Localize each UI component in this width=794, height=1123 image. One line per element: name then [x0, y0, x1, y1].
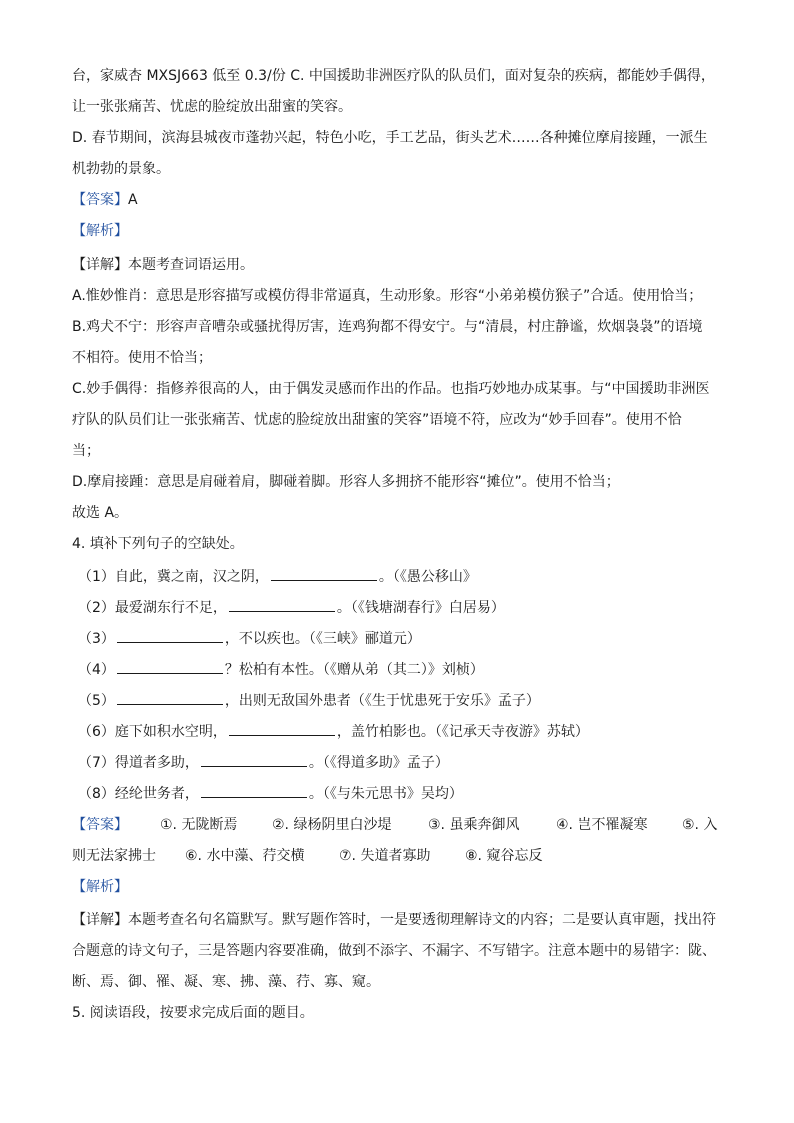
- fill-item-3: [78, 627, 728, 649]
- answer-tag: 【答案】: [72, 192, 128, 208]
- explanation-b-line-2: 不相符。使用不恰当；: [72, 350, 212, 366]
- fill-item-3-suffix: ，不以疾也。（《三峡》郦道元）: [224, 631, 421, 647]
- fill-item-5-suffix: ，出则无敌国外患者（《生于忧患死于安乐》孟子）: [224, 693, 540, 709]
- fill-blank-4: [117, 658, 223, 674]
- fill-item-7-prefix: （7）得道者多助，: [78, 755, 199, 771]
- detail-text-q4: 本题考查名句名篇默写。默写题作答时，一是要透彻理解诗文的内容；二是要认真审题，找出符: [128, 912, 716, 928]
- analysis-tag-q3: [72, 221, 722, 241]
- analysis-tag-q4: 【解析】: [72, 879, 128, 895]
- detail-tag-q4: 【详解】: [72, 912, 128, 928]
- fill-item-5-prefix: （5）: [78, 693, 115, 709]
- detail-q4-line-2: 合题意的诗文句子，三是答题内容要准确，做到不添字、不漏字、不写错字。注意本题中的易错字：陇、: [72, 943, 716, 959]
- fill-blank-6: [229, 720, 335, 736]
- fill-item-4-prefix: （4）: [78, 662, 115, 678]
- fill-item-4: [78, 658, 728, 680]
- detail-tag: 【详解】: [72, 257, 128, 273]
- fill-item-4-suffix: ？松柏有本性。（《赠从弟（其二）》刘桢）: [224, 662, 484, 678]
- fill-answer-3: ③. 虽乘奔御风: [428, 817, 520, 833]
- fill-item-1-suffix: 。（《愚公移山》: [378, 569, 477, 585]
- fill-answer-8: ⑧. 窥谷忘反: [465, 848, 543, 864]
- fill-item-1: [78, 565, 728, 587]
- fill-item-2-prefix: （2）最爱湖东行不足，: [78, 600, 227, 616]
- conclusion-q3: 故选 A。: [72, 505, 129, 521]
- fill-blank-2: [229, 596, 335, 612]
- fill-item-2: [78, 596, 728, 618]
- fill-answer-6: ⑥. 水中藻、荇交横: [185, 848, 305, 864]
- fill-blank-7: [201, 751, 307, 767]
- fill-item-7-suffix: 。（《得道多助》孟子）: [308, 755, 449, 771]
- analysis-tag: 【解析】: [72, 223, 128, 239]
- fill-answer-7: ⑦. 失道者寡助: [339, 848, 431, 864]
- explanation-c-line-2: 疗队的队员们让一张张痛苦、忧虑的脸绽放出甜蜜的笑容”语境不符，应改为“妙手回春”。使用不恰: [72, 412, 682, 428]
- question-3-option-d-line-1: D. 春节期间，滨海县城夜市蓬勃兴起，特色小吃，手工艺品，街头艺术……各种摊位摩肩接踵，一派生: [72, 130, 708, 146]
- detail-row-q3: [72, 255, 722, 275]
- question-4-title: 4. 填补下列句子的空缺处。: [72, 536, 244, 552]
- answer-tag-q4-label: 【答案】: [72, 817, 128, 833]
- explanation-a: A.惟妙惟肖：意思是形容描写或模仿得非常逼真，生动形象。形容“小弟弟模仿猴子”合适。使用恰当；: [72, 288, 703, 304]
- explanation-b-line-1: B.鸡犬不宁：形容声音嘈杂或骚扰得厉害，连鸡狗都不得安宁。与“清晨，村庄静谧，炊烟袅袅”的语境: [72, 319, 703, 335]
- fill-item-6: [78, 720, 728, 742]
- fill-item-7: [78, 751, 728, 773]
- fill-answer-4: ④. 岂不罹凝寒: [556, 817, 648, 833]
- question-3-option-c-line-1: 台，家威杏 MXSJ663 低至 0.3/份 C. 中国援助非洲医疗队的队员们，面对复杂的疾病，都能妙手偶得，: [72, 68, 715, 84]
- fill-blank-1: [271, 565, 377, 581]
- fill-item-8-suffix: 。（《与朱元思书》吴均）: [308, 786, 463, 802]
- question-3-option-d-line-2: 机勃勃的景象。: [72, 161, 170, 177]
- fill-item-8-prefix: （8）经纶世务者，: [78, 786, 199, 802]
- fill-item-2-suffix: 。（《钱塘湖春行》白居易）: [336, 600, 505, 616]
- fill-answer-2: ②. 绿杨阴里白沙堤: [272, 817, 392, 833]
- question-3-option-c-line-2: 让一张张痛苦、忧虑的脸绽放出甜蜜的笑容。: [72, 99, 352, 115]
- detail-text: 本题考查词语运用。: [128, 257, 254, 273]
- fill-blank-3: [117, 627, 223, 643]
- fill-item-6-prefix: （6）庭下如积水空明，: [78, 724, 227, 740]
- fill-blank-5: [117, 689, 223, 705]
- fill-item-8: [78, 782, 728, 804]
- answer-row-q3: [72, 190, 722, 210]
- explanation-c-line-1: C.妙手偶得：指修养很高的人，由于偶发灵感而作出的作品。也指巧妙地办成某事。与“中国援助非洲医: [72, 381, 710, 397]
- fill-item-3-prefix: （3）: [78, 631, 115, 647]
- fill-item-6-suffix: ，盖竹柏影也。（《记承天寺夜游》苏轼）: [336, 724, 589, 740]
- fill-blank-8: [201, 782, 307, 798]
- fill-answer-1: ①. 无陇断焉: [160, 817, 238, 833]
- fill-item-1-prefix: （1）自此，冀之南，汉之阴，: [78, 569, 269, 585]
- fill-answer-5: ⑤. 入: [682, 817, 718, 833]
- explanation-d: D.摩肩接踵：意思是肩碰着肩，脚碰着脚。形容人多拥挤不能形容“摊位”。使用不恰当；: [72, 474, 620, 490]
- fill-item-5: [78, 689, 728, 711]
- analysis-tag-q4-row: [72, 877, 722, 897]
- explanation-c-line-3: 当；: [72, 443, 100, 459]
- detail-q4-line-3: 断、焉、御、罹、凝、寒、拂、藻、荇、寡、窥。: [72, 974, 380, 990]
- answer-value: A: [128, 192, 138, 208]
- answer-tag-q4: [72, 815, 128, 835]
- question-5-title: 5. 阅读语段，按要求完成后面的题目。: [72, 1005, 314, 1021]
- detail-row-q4: [72, 910, 722, 930]
- fill-answer-5-cont: 则无法家拂士: [72, 848, 156, 864]
